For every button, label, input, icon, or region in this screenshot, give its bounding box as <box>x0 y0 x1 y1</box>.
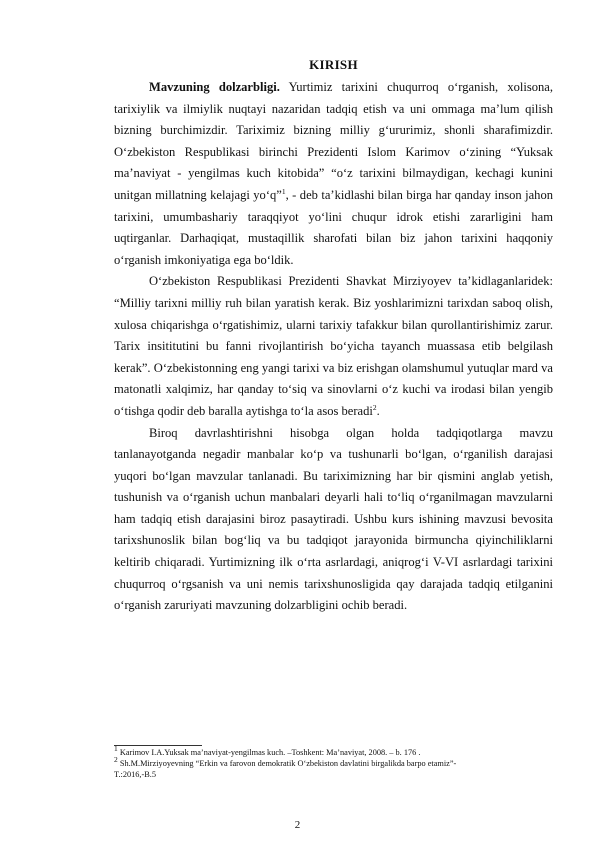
footnote-ref-2[interactable]: 2 <box>372 402 377 412</box>
page-title: KIRISH <box>309 57 358 72</box>
footnote-mark-1: 1 <box>114 744 118 754</box>
footnote-2 <box>114 755 554 769</box>
footnote-text-2-cont: T.:2016,-B.5 <box>114 770 157 780</box>
footnote-separator <box>114 745 202 746</box>
footnote-mark-2: 2 <box>114 755 118 765</box>
footnotes <box>114 744 554 781</box>
paragraph-text: Biroq davrlashtirishni hisobga olgan holda tadqiqotlarga mavzu tanlanayotganda negadir manbalar koʻp va tushunarli boʻlgan, oʻrganilish darajasi yuqori boʻlgan mavzular tanlanadi. Bu tariximizning har bir qismini anglab yetish, tushunish va oʻrganish uchun manbalari deyarli hali toʻliq oʻrganilmagan mavzularni ham tadqiq etish darajasini biroz pasaytiradi. Ushbu kurs ishining mavzusi bevosita tarixshunoslik bilan bogʻliq va bu tadqiqot jarayonida birmuncha qiyinchiliklarni keltirib chiqaradi. Yurtimizning ilk oʻrta asrlardagi, aniqrogʻi V-VI asrlardagi tarixini chuqurroq oʻrgsanish va uni nemis tarixshunosligida qay darajada tadqiq etilganini oʻrganish zaruriyati mavzuning dolzarbligini ochib beradi. <box>114 425 553 613</box>
footnote-1 <box>114 744 554 758</box>
page-number: 2 <box>294 819 301 831</box>
footnote-text-1: Karimov I.A.Yuksak ma’naviyat-yengilmas kuch. –Toshkent: Ma’naviyat, 2008. – b. 176 . <box>117 748 421 757</box>
paragraph-text-after: , - deb ta’kidlashi bilan birga har qanday inson jahon tarixini, umumbashariy taraqqiyot yoʻlini chuqur idrok etishi zararligini ham uqtirganlar. Darhaqiqat, mustaqillik sharofati bilan biz jahon tarixini haqqoniy oʻrganish imkoniyatiga ega boʻldik. <box>114 187 553 267</box>
footnote-ref-1[interactable]: 1 <box>281 186 286 196</box>
paragraph-text: Yurtimiz tarixini chuqurroq oʻrganish, xolisona, tarixiylik va ilmiylik nuqtayi nazaridan tadqiq etish va uni ommaga ma’lum qilish bizning burchimizdir. Tariximiz bizning milliy gʻururimiz, shonli sharafimizdir. Oʻzbekiston Respublikasi birinchi Prezidenti Islom Karimov oʻzining “Yuksak ma’naviyat - yengilmas kuch kitobida” “oʻz tarixini bilmaydigan, kechagi kunini unitgan millatning kelajagi yoʻq” <box>114 80 553 202</box>
paragraph-text-after: . <box>376 403 380 418</box>
footnote-2-continued <box>114 769 554 780</box>
paragraph-relevance <box>114 77 553 271</box>
relevance-heading: Mavzuning dolzarbligi. <box>149 80 280 94</box>
footnote-text-2: Sh.M.Mirziyoyevning “Erkin va farovon demokratik Oʻzbekiston davlatini birgalikda barpo etamiz”- <box>117 759 457 769</box>
paragraph-historiography <box>114 423 553 617</box>
main-content <box>114 56 553 617</box>
paragraph-president-quote <box>114 271 553 422</box>
paragraph-text: Oʻzbekiston Respublikasi Prezidenti Shavkat Mirziyoyev ta’kidlaganlaridek: “Milliy tarixni milliy ruh bilan yaratish kerak. Biz yoshlarimizni tarixdan saboq olish, xulosa chiqarishga oʻrgatishimiz, ularni tarixiy tafakkur bilan qurollantirishimiz zarur. Tarix insititutini bu fanni rivojlantirish boʻyicha tayanch muassasa etib belgilash kerak”. Oʻzbekistonning eng yangi tarixi va biz erishgan olamshumul yutuqlar mard va matonatli xalqimiz, har qanday toʻsiq va sinovlarni oʻz kuchi va irodasi bilan yengib oʻtishga qodir deb baralla aytishga toʻla asos beradi <box>114 274 553 418</box>
